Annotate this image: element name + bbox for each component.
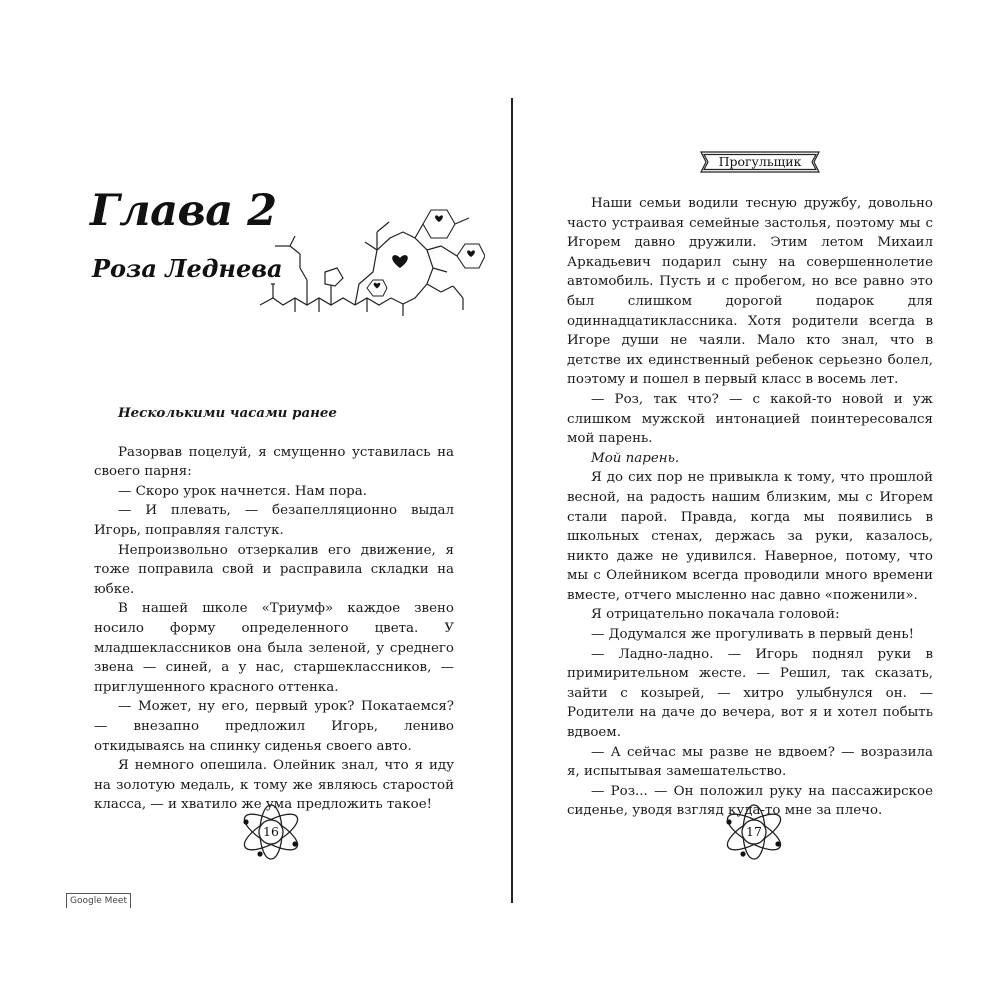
- paragraph: — И плевать, — безапелляционно выдал Игорь, поправляя галстук.: [94, 503, 454, 538]
- page-number: 17: [746, 824, 762, 839]
- left-page-text: [94, 404, 454, 815]
- paragraph: — Роз, так что? — с какой-то новой и уж слишком мужской интонацией поинтересовался мой парень.: [567, 391, 933, 447]
- paragraph: — Роз... — Он положил руку на пассажирское сиденье, уводя взгляд куда-то мне за плечо.: [567, 783, 933, 819]
- section-heading: Несколькими часами ранее: [118, 405, 337, 421]
- page-number: 16: [263, 824, 279, 839]
- running-head: [695, 150, 825, 174]
- paragraph: В нашей школе «Триумф» каждое звено носило форму определенного цвета. У младшеклассников она была зеленой, у среднего звена — синей, а у нас, старшеклассников, — приглушенного красного оттенка.: [94, 601, 454, 695]
- paragraph: Я до сих пор не привыкла к тому, что прошлой весной, на радость нашим близким, мы с Игорем стали парой. Правда, когда мы появились в школьных стенах, держась за руки, казалось, никто даже не удивился. Наверное, потому, что мы с Олейником всегда проводили много времени вместе, отчего мысленно нас давно «поженили».: [567, 470, 933, 603]
- paragraph: — Ладно-ладно. — Игорь поднял руки в примирительном жесте. — Решил, так сказать, зайти с козырей, — хитро улыбнулся он. — Родители на даче до вечера, вот я и хотел побыть вдвоем.: [567, 646, 933, 741]
- paragraph: — Додумался же прогуливать в первый день!: [591, 627, 915, 643]
- right-page: [515, 0, 1000, 1000]
- google-meet-label: Google Meet: [66, 893, 131, 908]
- paragraph: Непроизвольно отзеркалив его движение, я тоже поправила свой и расправила складки на юбке.: [94, 542, 454, 597]
- page-number-right: [721, 802, 787, 862]
- paragraph: Наши семьи водили тесную дружбу, довольно часто устраивая семейные застолья, поэтому мы с Игорем давно дружили. Этим летом Михаил Аркадьевич подарил сыну на совершеннолетие автомобиль. Пусть и с пробегом, но все равно это был слишком дорогой подарок для одиннадцатиклассника. Хотя родители всегда в Игоре души не чаяли. Мало кто знал, что в детстве их единственный ребенок серьезно болел, поэтому и пошел в первый класс в восемь лет.: [567, 196, 933, 388]
- paragraph: Я отрицательно покачала головой:: [591, 607, 840, 623]
- book-spine: [511, 98, 513, 903]
- chapter-title: Глава 2: [90, 186, 277, 236]
- paragraph: Мой парень.: [591, 450, 680, 466]
- paragraph: Разорвав поцелуй, я смущенно уставилась на своего парня:: [94, 444, 454, 480]
- paragraph: — Может, ну его, первый урок? Покатаемся? — внезапно предложил Игорь, лениво откидываясь на спинку сиденья своего авто.: [94, 699, 454, 754]
- page-number-left: [238, 802, 304, 862]
- molecule-icon: [255, 180, 485, 320]
- right-page-text: [567, 194, 933, 821]
- running-head-text: Прогульщик: [718, 154, 802, 169]
- paragraph: Я немного опешила. Олейник знал, что я иду на золотую медаль, к тому же являюсь старостой класса, — и хватило же ума предложить такое!: [94, 758, 454, 813]
- paragraph: — А сейчас мы разве не вдвоем? — возразила я, испытывая замешательство.: [567, 744, 933, 780]
- chapter-subtitle: Роза Леднева: [92, 254, 283, 283]
- paragraph: — Скоро урок начнется. Нам пора.: [118, 483, 367, 499]
